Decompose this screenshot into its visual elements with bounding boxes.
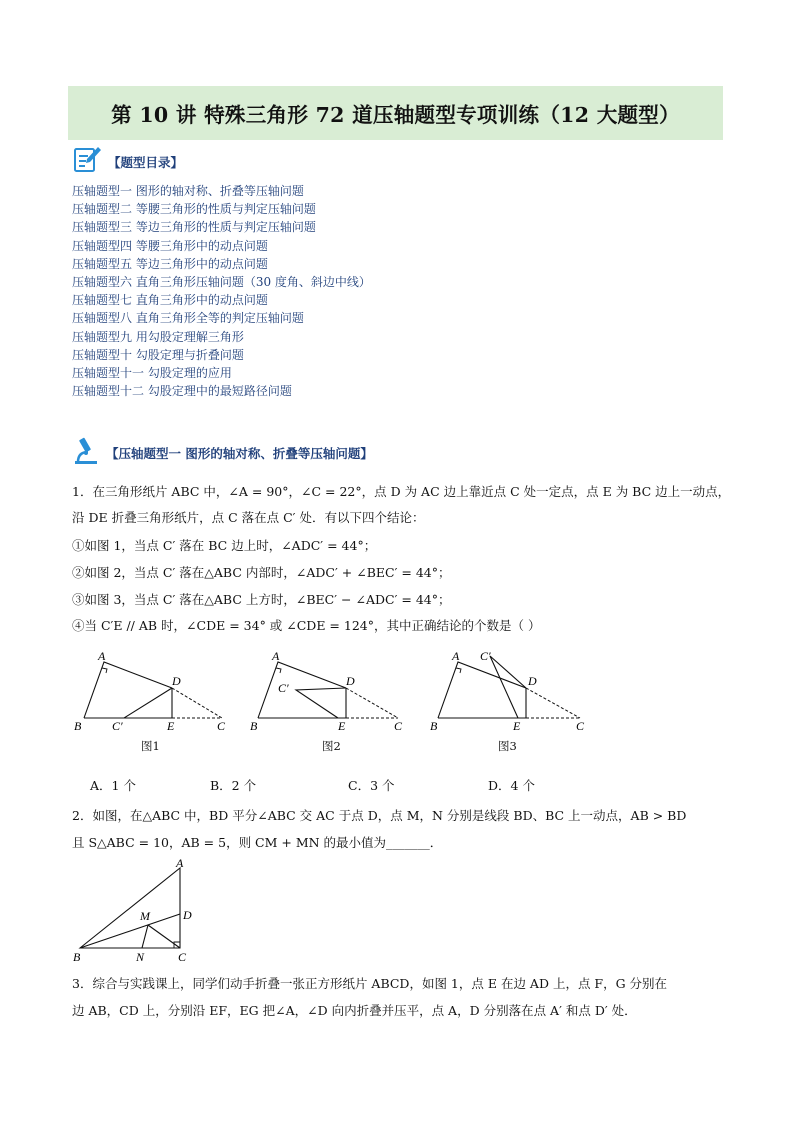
option-b[interactable]: B．2 个: [210, 778, 257, 793]
label-Cprime: C′: [480, 650, 491, 663]
q1-statement-4: ④当 C′E // AB 时，∠CDE = 34° 或 ∠CDE = 124°，其中正确结论的个数是（ ）: [72, 618, 541, 633]
q1-statement-2: ②如图 2，当点 C′ 落在△ABC 内部时，∠ADC′ + ∠BEC′ = 44°；: [72, 565, 451, 580]
section-header: [72, 436, 373, 466]
directory-header: [72, 144, 183, 174]
q1-statement-1: ①如图 1，当点 C′ 落在 BC 边上时，∠ADC′ = 44°；: [72, 538, 377, 553]
label-E: E: [513, 719, 521, 733]
q2-figure: [70, 858, 205, 966]
title-banner: [68, 86, 723, 140]
toc-item[interactable]: 压轴题型十 勾股定理与折叠问题: [72, 347, 244, 362]
page-title: 第 10 讲 特殊三角形 72 道压轴题型专项训练（12 大题型）: [111, 103, 680, 127]
q3-line2: 边 AB，CD 上，分别沿 EF，EG 把∠A，∠D 向内折叠并压平，点 A，D 分别落在点 A′ 和点 D′ 处．: [72, 1003, 637, 1018]
label-B: B: [73, 950, 81, 964]
label-D: D: [172, 674, 181, 688]
toc-item[interactable]: 压轴题型一 图形的轴对称、折叠等压轴问题: [72, 184, 304, 198]
q2-line2: 且 S△ABC = 10，AB = 5，则 CM + MN 的最小值为_______．: [72, 835, 443, 850]
q1-line2: 沿 DE 折叠三角形纸片，点 C 落在点 C′ 处．有以下四个结论：: [72, 510, 425, 525]
q2-line1: 2．如图，在△ABC 中，BD 平分∠ABC 交 AC 于点 D，点 M，N 分别是线段 BD、BC 上一动点，AB > BD: [72, 808, 687, 823]
directory-heading: 【题型目录】: [108, 155, 184, 170]
label-B: B: [250, 719, 258, 733]
toc-item[interactable]: 压轴题型四 等腰三角形中的动点问题: [72, 238, 268, 253]
toc-item[interactable]: 压轴题型十二 勾股定理中的最短路径问题: [72, 384, 292, 399]
figure-1: [72, 650, 247, 734]
label-Cprime: C′: [278, 681, 289, 695]
label-C: C: [576, 719, 585, 733]
toc-item[interactable]: 压轴题型五 等边三角形中的动点问题: [72, 256, 268, 271]
label-A: A: [272, 650, 280, 663]
label-D: D: [346, 674, 355, 688]
toc-item[interactable]: 压轴题型七 直角三角形中的动点问题: [72, 293, 268, 308]
caption-fig2: 图2: [322, 739, 341, 753]
microscope-icon: [72, 436, 100, 466]
label-D: D: [183, 908, 192, 922]
toc-item[interactable]: 压轴题型三 等边三角形的性质与判定压轴问题: [72, 220, 316, 235]
q3-line1: 3．综合与实践课上，同学们动手折叠一张正方形纸片 ABCD，如图 1，点 E 在边 AD 上，点 F，G 分别在: [72, 976, 668, 991]
option-a[interactable]: A．1 个: [90, 778, 136, 793]
label-C: C: [217, 719, 226, 733]
toc-item[interactable]: 压轴题型六 直角三角形压轴问题（30 度角、斜边中线）: [72, 275, 371, 290]
label-A: A: [176, 858, 184, 870]
option-c[interactable]: C．3 个: [348, 778, 395, 793]
toc-item[interactable]: 压轴题型九 用勾股定理解三角形: [72, 329, 244, 344]
toc-item[interactable]: 压轴题型二 等腰三角形的性质与判定压轴问题: [72, 202, 316, 217]
label-E: E: [167, 719, 175, 733]
caption-fig3: 图3: [498, 739, 517, 753]
q1-line1: 1．在三角形纸片 ABC 中，∠A = 90°，∠C = 22°，点 D 为 AC 边上靠近点 C 处一定点，点 E 为 BC 边上一动点，: [72, 484, 731, 499]
figure-2: [248, 650, 413, 734]
toc-item[interactable]: 压轴题型八 直角三角形全等的判定压轴问题: [72, 311, 304, 326]
label-N: N: [136, 950, 145, 964]
toc-item[interactable]: 压轴题型十一 勾股定理的应用: [72, 366, 232, 381]
label-E: E: [338, 719, 346, 733]
label-C: C: [178, 950, 187, 964]
label-B: B: [430, 719, 438, 733]
label-A: A: [98, 650, 106, 663]
label-M: M: [140, 909, 150, 923]
label-B: B: [74, 719, 82, 733]
caption-fig1: 图1: [141, 739, 160, 753]
notepad-pencil-icon: [72, 144, 102, 174]
label-A: A: [452, 650, 460, 663]
figure-3: [428, 650, 593, 734]
section-heading: 【压轴题型一 图形的轴对称、折叠等压轴问题】: [106, 446, 373, 461]
option-d[interactable]: D．4 个: [488, 778, 535, 793]
label-C: C: [394, 719, 403, 733]
label-Cprime: C′: [112, 719, 123, 733]
q1-statement-3: ③如图 3，当点 C′ 落在△ABC 上方时，∠BEC′ − ∠ADC′ = 44°；: [72, 592, 451, 607]
toc-list: [72, 182, 371, 400]
label-D: D: [528, 674, 537, 688]
